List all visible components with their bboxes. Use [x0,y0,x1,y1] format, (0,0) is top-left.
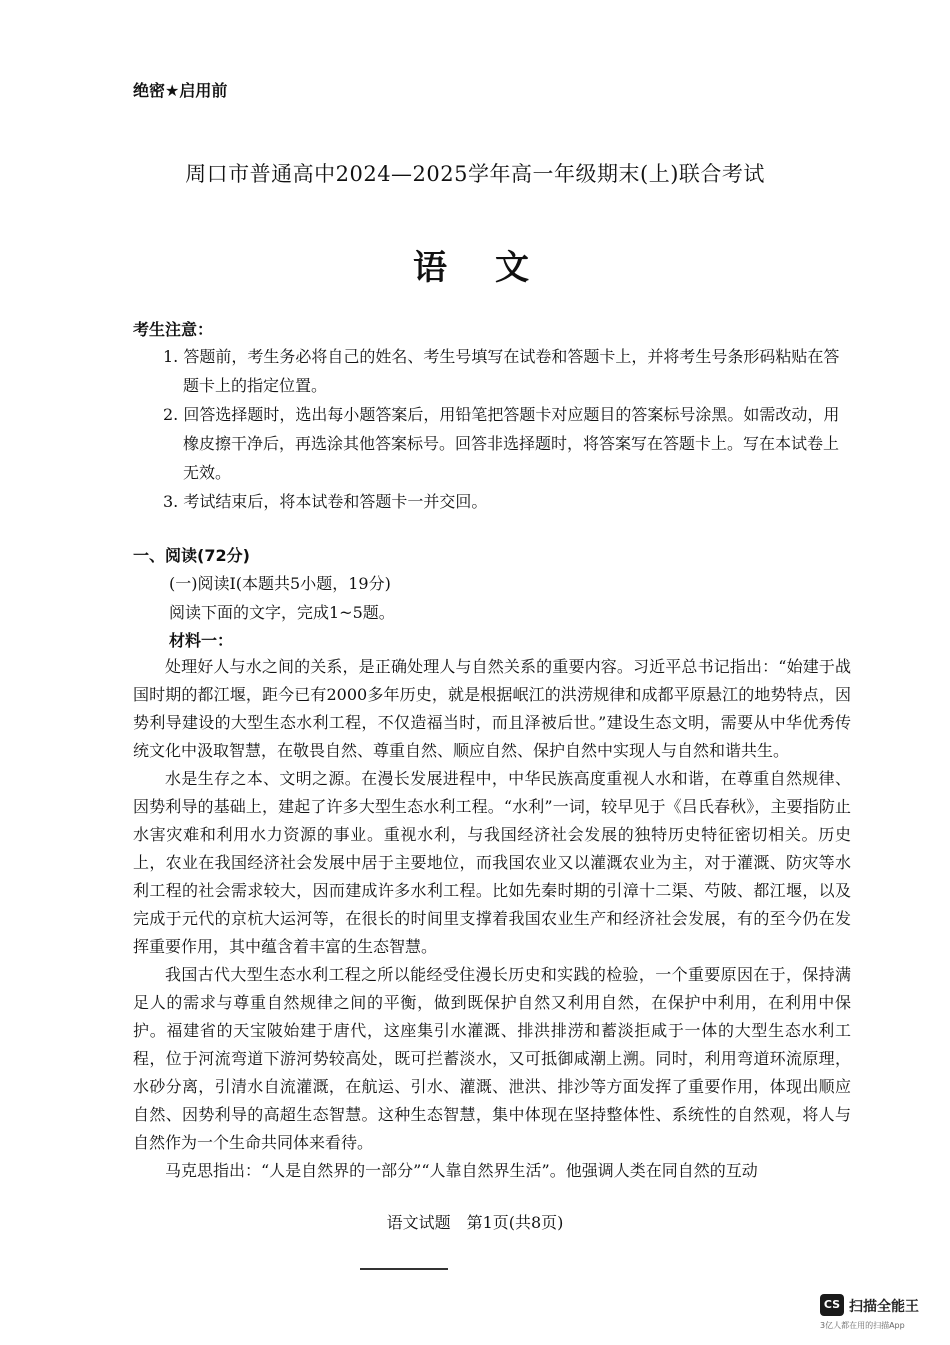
scanner-logo-icon: CS [820,1294,844,1316]
notice-list [163,342,853,516]
material-label: 材料一： [169,631,234,650]
notice-title: 考生注意： [133,320,214,339]
passage-body [133,653,851,1185]
notice-item-3: 3. 考试结束后，将本试卷和答题卡一并交回。 [163,492,488,511]
subsection-title: (一)阅读Ⅰ(本题共5小题，19分) [169,574,391,593]
footer-divider [360,1268,448,1270]
scanner-tagline: 3亿人都在用的扫描App [820,1321,905,1330]
paragraph-4: 马克思指出：“人是自然界的一部分”“人靠自然界生活”。他强调人类在同自然的互动 [165,1161,758,1180]
exam-title: 周口市普通高中2024—2025学年高一年级期末(上)联合考试 [185,162,765,186]
notice-item-2: 2. 回答选择题时，选出每小题答案后，用铅笔把答题卡对应题目的答案标号涂黑。如需改动，用橡皮擦干净后，再选涂其他答案标号。回答非选择题时，将答案写在答题卡上。写在本试卷上无效。 [163,405,840,482]
section-title: 一、阅读(72分) [133,546,250,565]
scanner-watermark [820,1294,935,1334]
subject-title: 语文 [413,248,577,288]
scanner-app-name: 扫描全能王 [849,1299,919,1315]
page-footer: 语文试题 第1页(共8页) [386,1213,564,1232]
paragraph-2: 水是生存之本、文明之源。在漫长发展进程中，中华民族高度重视人水和谐，在尊重自然规律、因势利导的基础上，建起了许多大型生态水利工程。“水利”一词，较早见于《吕氏春秋》，主要指防止水害灾难和利用水力资源的事业。重视水利，与我国经济社会发展的独特历史特征密切相关。历史上，农业在我国经济社会发展中居于主要地位，而我国农业又以灌溉农业为主，对于灌溉、防灾等水利工程的社会需求较大，因而建成许多水利工程。比如先秦时期的引漳十二渠、芍陂、都江堰，以及完成于元代的京杭大运河等，在很长的时间里支撑着我国农业生产和经济社会发展，有的至今仍在发挥重要作用，其中蕴含着丰富的生态智慧。 [133,769,851,956]
confidential-mark: 绝密★启用前 [133,81,228,100]
paragraph-3: 我国古代大型生态水利工程之所以能经受住漫长历史和实践的检验，一个重要原因在于，保持满足人的需求与尊重自然规律之间的平衡，做到既保护自然又利用自然，在保护中利用，在利用中保护。福建省的天宝陂始建于唐代，这座集引水灌溉、排洪排涝和蓄淡拒咸于一体的大型生态水利工程，位于河流弯道下游河势较高处，既可拦蓄淡水，又可抵御咸潮上溯。同时，利用弯道环流原理，水砂分离，引清水自流灌溉，在航运、引水、灌溉、泄洪、排沙等方面发挥了重要作用，体现出顺应自然、因势利导的高超生态智慧。这种生态智慧，集中体现在坚持整体性、系统性的自然观，将人与自然作为一个生命共同体来看待。 [133,965,851,1152]
paragraph-1: 处理好人与水之间的关系，是正确处理人与自然关系的重要内容。习近平总书记指出：“始建于战国时期的都江堰，距今已有2000多年历史，就是根据岷江的洪涝规律和成都平原悬江的地势特点，因势利导建设的大型生态水利工程，不仅造福当时，而且泽被后世。”建设生态文明，需要从中华优秀传统文化中汲取智慧，在敬畏自然、尊重自然、顺应自然、保护自然中实现人与自然和谐共生。 [133,657,851,760]
reading-instruction: 阅读下面的文字，完成1~5题。 [169,603,395,622]
notice-item-1: 1. 答题前，考生务必将自己的姓名、考生号填写在试卷和答题卡上，并将考生号条形码粘贴在答题卡上的指定位置。 [163,347,840,395]
